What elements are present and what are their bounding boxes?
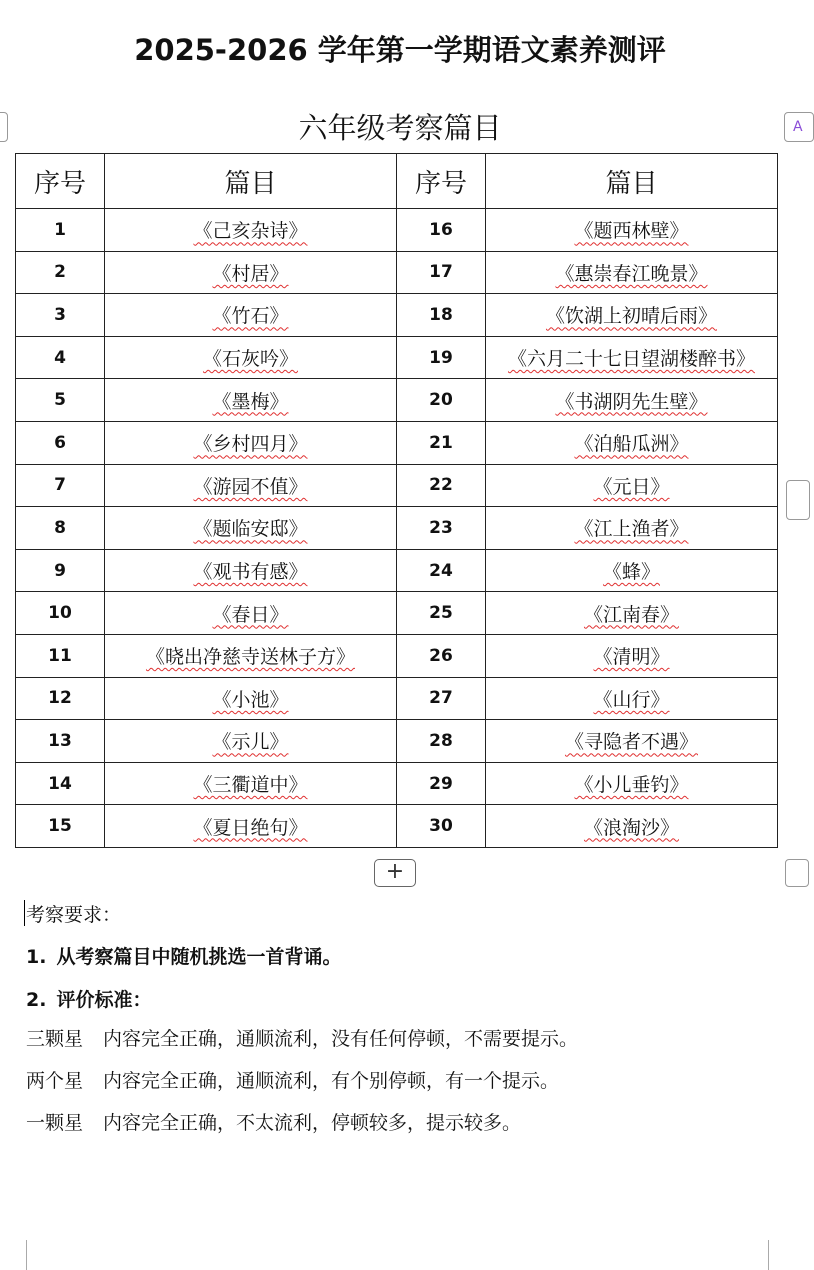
table-row — [16, 805, 778, 848]
work-number-cell: 27 — [397, 677, 486, 720]
work-title-cell — [105, 294, 397, 337]
requirements-heading: 考察要求： — [26, 904, 122, 926]
work-title-cell — [486, 677, 778, 720]
work-title-text: 《墨梅》 — [212, 390, 289, 413]
table-row — [16, 464, 778, 507]
page-corner-bottom-right — [768, 1240, 787, 1270]
work-title-cell — [105, 421, 397, 464]
work-number-cell: 14 — [16, 762, 105, 805]
table-row — [16, 762, 778, 805]
work-number-cell: 29 — [397, 762, 486, 805]
work-number-cell: 16 — [397, 209, 486, 252]
work-number-cell: 22 — [397, 464, 486, 507]
criteria-description: 内容完全正确，不太流利，停顿较多，提示较多。 — [103, 1112, 522, 1134]
ai-assistant-icon[interactable]: A — [784, 112, 814, 142]
table-row — [16, 677, 778, 720]
requirement-item-1-text: 从考察篇目中随机挑选一首背诵。 — [56, 946, 342, 968]
table-row — [16, 634, 778, 677]
work-number-cell: 1 — [16, 209, 105, 252]
work-title-text: 《观书有感》 — [193, 561, 308, 584]
work-title-cell — [486, 379, 778, 422]
work-number-cell: 19 — [397, 336, 486, 379]
work-title-text: 《浪淘沙》 — [583, 816, 679, 839]
requirement-item-2 — [26, 985, 151, 1012]
table-row — [16, 251, 778, 294]
work-title-cell — [105, 805, 397, 848]
requirement-item-2-text: 评价标准： — [56, 989, 152, 1011]
table-row — [16, 549, 778, 592]
work-number-cell: 9 — [16, 549, 105, 592]
work-title-text: 《元日》 — [593, 475, 670, 498]
work-title-cell — [486, 592, 778, 635]
work-title-cell — [105, 720, 397, 763]
table-row — [16, 592, 778, 635]
work-number-cell: 23 — [397, 507, 486, 550]
work-title-cell — [486, 464, 778, 507]
work-title-text: 《春日》 — [212, 603, 289, 626]
table-row — [16, 421, 778, 464]
work-number-cell: 30 — [397, 805, 486, 848]
table-row — [16, 507, 778, 550]
document-subtitle: 六年级考察篇目 — [298, 111, 502, 145]
right-edge-handle[interactable] — [786, 480, 810, 520]
work-title-text: 《书湖阴先生壁》 — [555, 390, 708, 413]
table-body — [16, 209, 778, 848]
work-title-text: 《题临安邸》 — [193, 518, 308, 541]
criteria-description: 内容完全正确，通顺流利，没有任何停顿，不需要提示。 — [103, 1028, 579, 1050]
work-number-cell: 5 — [16, 379, 105, 422]
work-title-cell — [105, 251, 397, 294]
work-number-cell: 25 — [397, 592, 486, 635]
work-title-cell — [486, 720, 778, 763]
work-title-cell — [486, 762, 778, 805]
table-row — [16, 294, 778, 337]
work-title-cell — [105, 677, 397, 720]
work-title-cell — [486, 251, 778, 294]
work-number-cell: 13 — [16, 720, 105, 763]
work-title-text: 《己亥杂诗》 — [193, 220, 308, 243]
document-title: 2025-2026 学年第一学期语文素养测评 — [134, 33, 666, 67]
work-number-cell: 12 — [16, 677, 105, 720]
work-title-text: 《清明》 — [593, 646, 670, 669]
text-cursor — [24, 900, 25, 926]
work-number-cell: 20 — [397, 379, 486, 422]
work-number-cell: 17 — [397, 251, 486, 294]
work-number-cell: 24 — [397, 549, 486, 592]
work-title-cell — [105, 379, 397, 422]
requirement-item-1 — [26, 942, 341, 969]
criteria-level: 两个星 — [26, 1070, 84, 1092]
work-number-cell: 6 — [16, 421, 105, 464]
work-title-text: 《三衢道中》 — [193, 774, 308, 797]
work-title-text: 《饮湖上初晴后雨》 — [545, 305, 717, 328]
work-title-text: 《乡村四月》 — [193, 433, 308, 456]
work-title-text: 《江上渔者》 — [574, 518, 689, 541]
work-title-text: 《泊船瓜洲》 — [574, 433, 689, 456]
work-title-text: 《竹石》 — [212, 305, 289, 328]
work-title-cell — [486, 805, 778, 848]
criteria-three-stars — [26, 1024, 578, 1051]
work-title-cell — [105, 336, 397, 379]
work-title-cell — [486, 209, 778, 252]
work-number-cell: 10 — [16, 592, 105, 635]
work-number-cell: 26 — [397, 634, 486, 677]
work-title-text: 《惠崇春江晚景》 — [555, 262, 708, 285]
work-number-cell: 4 — [16, 336, 105, 379]
criteria-level: 一颗星 — [26, 1112, 84, 1134]
work-number-cell: 11 — [16, 634, 105, 677]
work-title-text: 《江南春》 — [583, 603, 679, 626]
header-number-left: 序号 — [16, 154, 105, 209]
header-title-left: 篇目 — [105, 154, 397, 209]
table-row — [16, 336, 778, 379]
work-title-cell — [486, 507, 778, 550]
work-number-cell: 15 — [16, 805, 105, 848]
work-title-text: 《游园不值》 — [193, 475, 308, 498]
criteria-level: 三颗星 — [26, 1028, 84, 1050]
table-row — [16, 720, 778, 763]
work-title-cell — [486, 549, 778, 592]
work-title-cell — [486, 294, 778, 337]
work-title-text: 《小儿垂钓》 — [574, 774, 689, 797]
work-title-text: 《示儿》 — [212, 731, 289, 754]
work-title-text: 《寻隐者不遇》 — [564, 731, 698, 754]
work-title-text: 《村居》 — [212, 262, 289, 285]
table-corner-handle[interactable] — [785, 859, 809, 887]
work-title-text: 《晓出净慈寺送林子方》 — [145, 646, 355, 669]
work-title-text: 《小池》 — [212, 688, 289, 711]
work-title-cell — [486, 634, 778, 677]
work-number-cell: 8 — [16, 507, 105, 550]
table-row — [16, 209, 778, 252]
work-number-cell: 3 — [16, 294, 105, 337]
work-title-cell — [105, 549, 397, 592]
work-title-text: 《蜂》 — [602, 561, 660, 584]
work-number-cell: 7 — [16, 464, 105, 507]
work-title-cell — [105, 464, 397, 507]
requirement-item-2-number: 2. — [26, 989, 47, 1011]
header-title-right: 篇目 — [486, 154, 778, 209]
work-number-cell: 18 — [397, 294, 486, 337]
work-number-cell: 28 — [397, 720, 486, 763]
work-title-cell — [486, 336, 778, 379]
work-title-cell — [105, 209, 397, 252]
work-title-text: 《六月二十七日望湖楼醉书》 — [507, 348, 755, 371]
work-title-cell — [105, 592, 397, 635]
work-title-cell — [105, 507, 397, 550]
criteria-two-stars — [26, 1066, 559, 1093]
criteria-description: 内容完全正确，通顺流利，有个别停顿，有一个提示。 — [103, 1070, 560, 1092]
table-row — [16, 379, 778, 422]
work-title-text: 《山行》 — [593, 688, 670, 711]
table-header-row — [16, 154, 778, 209]
requirement-item-1-number: 1. — [26, 946, 47, 968]
work-title-cell — [486, 421, 778, 464]
work-number-cell: 21 — [397, 421, 486, 464]
work-title-text: 《题西林壁》 — [574, 220, 689, 243]
work-title-text: 《石灰吟》 — [202, 348, 298, 371]
page-corner-bottom-left — [8, 1240, 27, 1270]
work-number-cell: 2 — [16, 251, 105, 294]
add-row-button[interactable]: + — [374, 859, 416, 887]
work-title-cell — [105, 634, 397, 677]
header-number-right: 序号 — [397, 154, 486, 209]
works-table — [15, 153, 778, 848]
work-title-text: 《夏日绝句》 — [193, 816, 308, 839]
criteria-one-star — [26, 1108, 521, 1135]
work-title-cell — [105, 762, 397, 805]
